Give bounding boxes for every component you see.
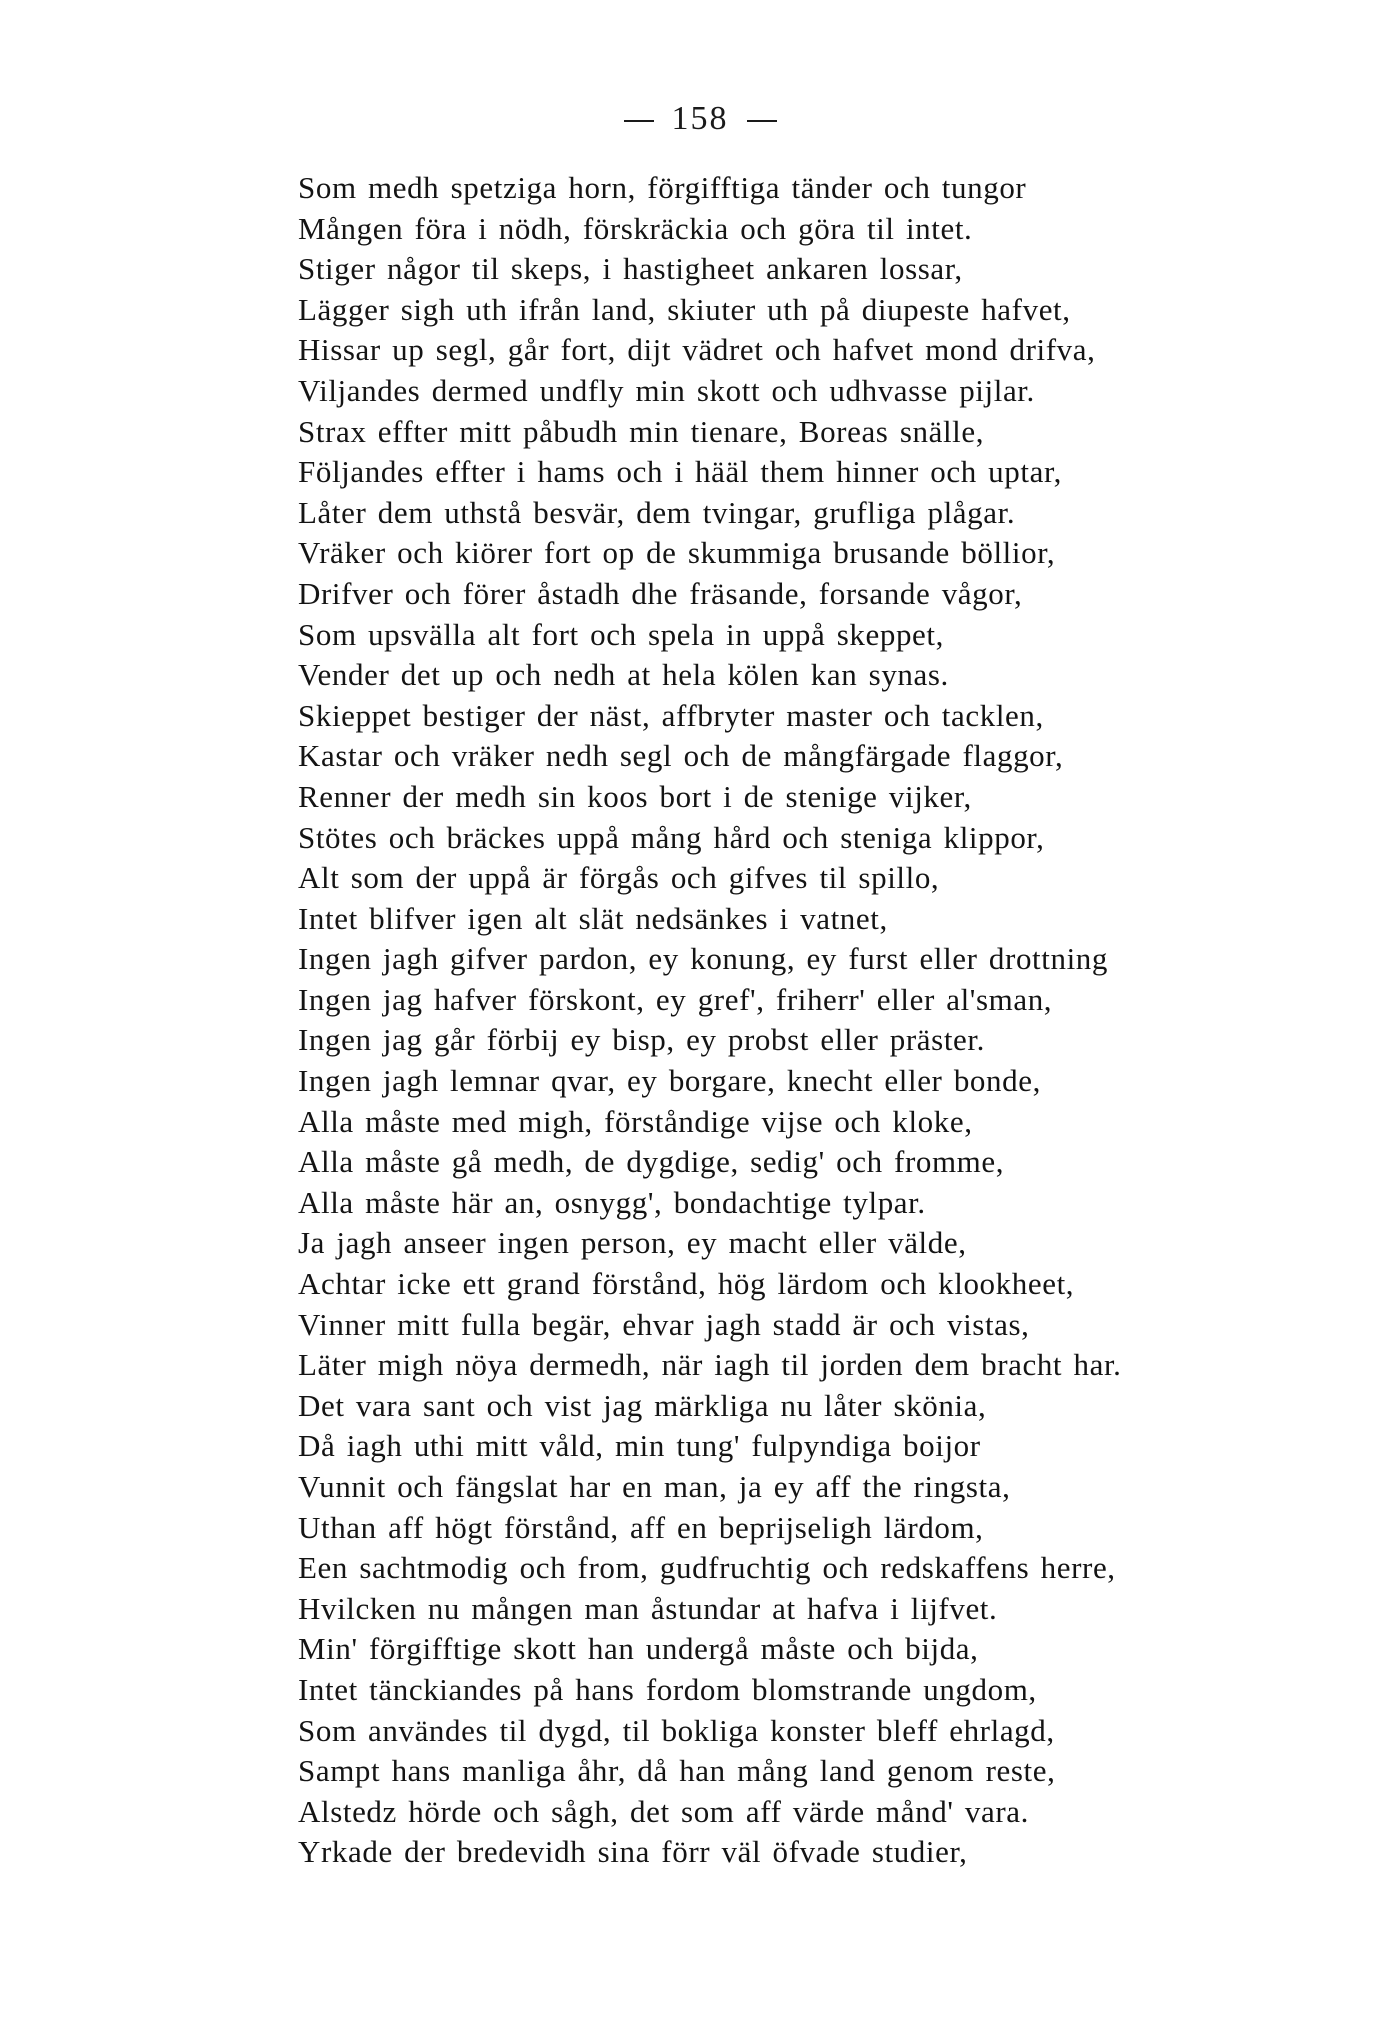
verse-line: Skieppet bestiger der näst, affbryter master och tacklen,: [298, 697, 1044, 733]
verse-line: Kastar och vräker nedh segl och de mångfärgade flaggor,: [298, 738, 1064, 774]
verse-line: Ingen jag hafver förskont, ey gref', friherr' eller al'sman,: [298, 981, 1053, 1017]
verse-line: Alt som der uppå är förgås och gifves til spillo,: [298, 860, 940, 896]
right-dash: [747, 120, 777, 122]
verse-line: Achtar icke ett grand förstånd, hög lärdom och klookheet,: [298, 1266, 1075, 1302]
verse-line: Viljandes dermed undfly min skott och udhvasse pijlar.: [298, 372, 1035, 408]
verse-line: Det vara sant och vist jag märkliga nu låter skönia,: [298, 1387, 987, 1423]
verse-line: Stötes och bräckes uppå mång hård och steniga klippor,: [298, 819, 1045, 855]
verse-line: Hvilcken nu mången man åstundar at hafva i lijfvet.: [298, 1590, 998, 1626]
verse-line: Hissar up segl, går fort, dijt vädret och hafvet mond drifva,: [298, 332, 1096, 368]
verse-line: Ingen jagh gifver pardon, ey konung, ey furst eller drottning: [298, 941, 1108, 977]
verse-line: Vender det up och nedh at hela kölen kan synas.: [298, 657, 949, 693]
page-number-text: 158: [671, 100, 729, 137]
verse-line: Följandes effter i hams och i hääl them hinner och uptar,: [298, 454, 1062, 490]
verse-line: Ja jagh anseer ingen person, ey macht eller välde,: [298, 1225, 967, 1261]
verse-line: Som upsvälla alt fort och spela in uppå skeppet,: [298, 616, 944, 652]
verse-line: Uthan aff högt förstånd, aff en beprijseligh lärdom,: [298, 1509, 984, 1545]
verse-line: Alla måste gå medh, de dygdige, sedig' och fromme,: [298, 1144, 1005, 1180]
page-number: [0, 100, 1400, 138]
verse-line: Läter migh nöya dermedh, när iagh til jorden dem bracht har.: [298, 1347, 1122, 1383]
verse-line: Drifver och förer åstadh dhe fräsande, forsande vågor,: [298, 575, 1023, 611]
verse-line: Ingen jagh lemnar qvar, ey borgare, knecht eller bonde,: [298, 1063, 1041, 1099]
verse-line: Som användes til dygd, til bokliga konster bleff ehrlagd,: [298, 1712, 1055, 1748]
verse-line: Intet blifver igen alt slät nedsänkes i vatnet,: [298, 900, 888, 936]
verse-line: Intet tänckiandes på hans fordom blomstrande ungdom,: [298, 1671, 1037, 1707]
verse-line: Een sachtmodig och from, gudfruchtig och redskaffens herre,: [298, 1550, 1116, 1586]
verse-line: Alstedz hörde och sågh, det som aff värde månd' vara.: [298, 1793, 1029, 1829]
verse-line: Då iagh uthi mitt våld, min tung' fulpyndiga boijor: [298, 1428, 981, 1464]
verse-line: Yrkade der bredevidh sina förr väl öfvade studier,: [298, 1834, 968, 1870]
verse-text: [298, 168, 1258, 1873]
verse-line: Alla måste här an, osnygg', bondachtige tylpar.: [298, 1184, 926, 1220]
verse-line: Renner der medh sin koos bort i de stenige vijker,: [298, 778, 972, 814]
verse-line: Lägger sigh uth ifrån land, skiuter uth på diupeste hafvet,: [298, 291, 1071, 327]
left-dash: [624, 120, 654, 122]
verse-line: Låter dem uthstå besvär, dem tvingar, grufliga plågar.: [298, 494, 1016, 530]
verse-line: Min' förgifftige skott han undergå måste och bijda,: [298, 1631, 979, 1667]
verse-line: Vunnit och fängslat har en man, ja ey aff the ringsta,: [298, 1469, 1011, 1504]
verse-line: Vräker och kiörer fort op de skummiga brusande böllior,: [298, 535, 1056, 571]
verse-line: Som medh spetziga horn, förgifftiga tänder och tungor: [298, 170, 1027, 205]
verse-line: Alla måste med migh, förståndige vijse och kloke,: [298, 1103, 973, 1139]
verse-line: Ingen jag går förbij ey bisp, ey probst eller präster.: [298, 1022, 985, 1058]
verse-line: Stiger någor til skeps, i hastigheet ankaren lossar,: [298, 251, 963, 287]
verse-line: Mången föra i nödh, förskräckia och göra til intet.: [298, 210, 973, 246]
verse-line: Strax effter mitt påbudh min tienare, Boreas snälle,: [298, 413, 985, 449]
verse-line: Vinner mitt fulla begär, ehvar jagh stadd är och vistas,: [298, 1306, 1030, 1342]
verse-line: Sampt hans manliga åhr, då han mång land genom reste,: [298, 1753, 1056, 1789]
